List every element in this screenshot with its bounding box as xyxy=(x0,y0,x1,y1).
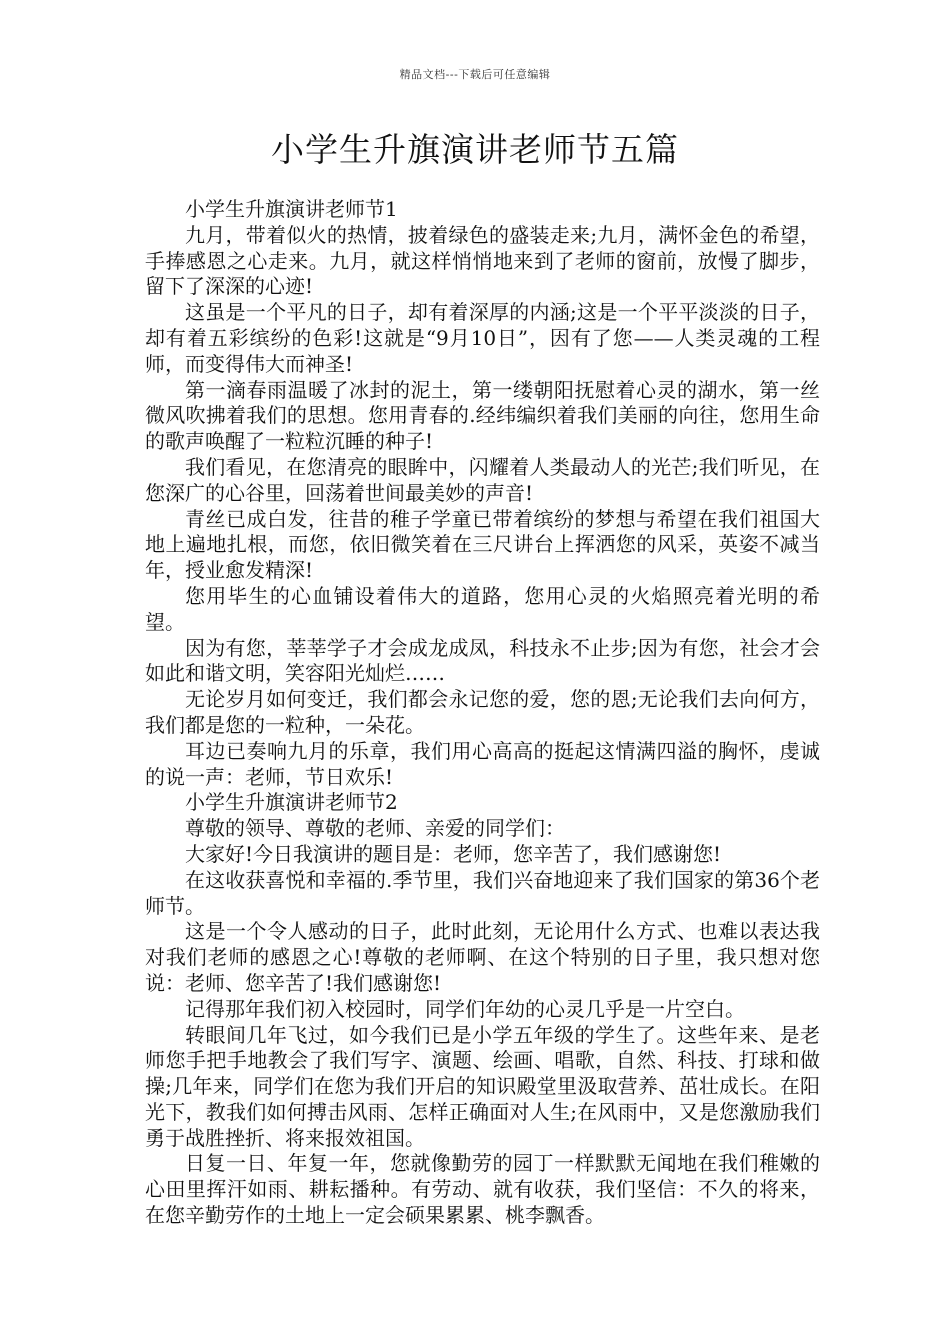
paragraph: 日复一日、年复一年，您就像勤劳的园丁一样默默无闻地在我们稚嫩的心田里挥汗如雨、耕耘播种。有劳动、就有收获，我们坚信：不久的将来，在您辛勤劳作的土地上一定会硕果累累、桃李飘香。 xyxy=(145,1151,820,1228)
section-heading-2: 小学生升旗演讲老师节2 xyxy=(185,790,398,815)
paragraph: 无论岁月如何变迁，我们都会永记您的爱，您的恩;无论我们去向何方，我们都是您的一粒种，一朵花。 xyxy=(145,687,820,737)
paragraph: 青丝已成白发，往昔的稚子学童已带着缤纷的梦想与希望在我们祖国大地上遍地扎根，而您，依旧微笑着在三尺讲台上挥洒您的风采，英姿不减当年，授业愈发精深! xyxy=(145,506,820,583)
paragraph: 这是一个令人感动的日子，此时此刻，无论用什么方式、也难以表达我对我们老师的感恩之心!尊敬的老师啊、在这个特别的日子里，我只想对您说：老师、您辛苦了!我们感谢您! xyxy=(145,919,820,995)
paragraph: 您用毕生的心血铺设着伟大的道路，您用心灵的火焰照亮着光明的希望。 xyxy=(145,583,820,634)
paragraph: 大家好!今日我演讲的题目是：老师，您辛苦了，我们感谢您! xyxy=(185,841,722,866)
page-header-note: 精品文档---下载后可任意编辑 xyxy=(399,68,551,81)
paragraph: 转眼间几年飞过，如今我们已是小学五年级的学生了。这些年来、是老师您手把手地教会了我们写字、演题、绘画、唱歌，自然、科技、打球和做操;几年来，同学们在您为我们开启的知识殿堂里汲取营养、茁壮成长。在阳光下，教我们如何搏击风雨、怎样正确面对人生;在风雨中，又是您激励我们勇于战胜挫折、将来报效祖国。 xyxy=(145,1022,820,1150)
paragraph: 耳边已奏响九月的乐章，我们用心高高的挺起这情满四溢的胸怀，虔诚的说一声：老师，节日欢乐! xyxy=(145,738,820,789)
paragraph: 第一滴春雨温暖了冰封的泥土，第一缕朝阳抚慰着心灵的湖水，第一丝微风吹拂着我们的思想。您用青春的.经纬编织着我们美丽的向往，您用生命的歌声唤醒了一粒粒沉睡的种子! xyxy=(145,377,820,454)
paragraph: 在这收获喜悦和幸福的.季节里，我们兴奋地迎来了我们国家的第36个老师节。 xyxy=(145,867,820,918)
paragraph: 九月，带着似火的热情，披着绿色的盛装走来;九月，满怀金色的希望，手捧感恩之心走来。九月，就这样悄悄地来到了老师的窗前，放慢了脚步，留下了深深的心迹! xyxy=(145,222,820,299)
section-heading-1: 小学生升旗演讲老师节1 xyxy=(185,197,398,221)
paragraph: 这虽是一个平凡的日子，却有着深厚的内涵;这是一个平平淡淡的日子，却有着五彩缤纷的色彩!这就是“9月10日”，因有了您——人类灵魂的工程师，而变得伟大而神圣! xyxy=(145,300,820,376)
paragraph: 我们看见，在您清亮的眼眸中，闪耀着人类最动人的光芒;我们听见，在您深广的心谷里，回荡着世间最美妙的声音! xyxy=(145,454,820,505)
document-title: 小学生升旗演讲老师节五篇 xyxy=(271,130,679,169)
document-body xyxy=(145,197,820,1229)
paragraph: 尊敬的领导、尊敬的老师、亲爱的同学们： xyxy=(185,816,565,841)
paragraph: 记得那年我们初入校园时，同学们年幼的心灵几乎是一片空白。 xyxy=(185,996,745,1021)
paragraph: 因为有您，莘莘学子才会成龙成凤，科技永不止步;因为有您，社会才会如此和谐文明，笑容阳光灿烂…… xyxy=(145,635,820,686)
